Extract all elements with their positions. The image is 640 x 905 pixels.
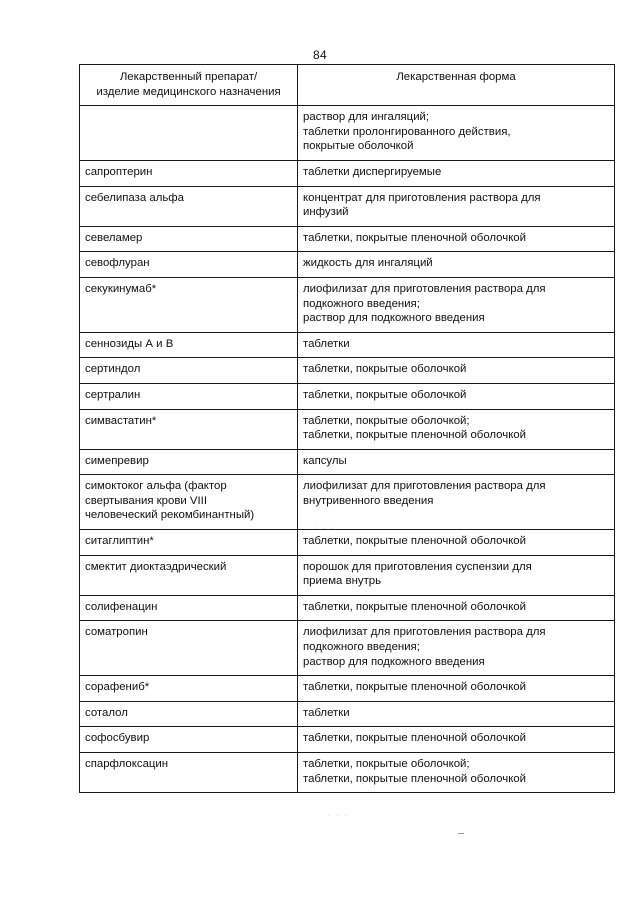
table-row (80, 383, 615, 409)
scan-artifact: · · · (328, 812, 349, 819)
table-row (80, 727, 615, 753)
table-row (80, 332, 615, 358)
drug-name-cell: солифенацин (80, 595, 298, 621)
scan-artifact: · · · (315, 525, 336, 532)
drug-name-cell: соталол (80, 701, 298, 727)
drug-name-cell: сертралин (80, 383, 298, 409)
dosage-form-cell: лиофилизат для приготовления раствора для подкожного введения; раствор для подкожного введения (298, 277, 615, 332)
drug-name-cell: ситаглиптин* (80, 530, 298, 556)
dosage-form-cell: таблетки, покрытые пленочной оболочкой (298, 226, 615, 252)
table-row (80, 449, 615, 475)
drug-name-cell: спарфлоксацин (80, 753, 298, 793)
drug-name-cell (80, 106, 298, 161)
table-row (80, 160, 615, 186)
dosage-form-cell: порошок для приготовления суспензии для приема внутрь (298, 555, 615, 595)
table-row (80, 252, 615, 278)
dosage-form-cell: таблетки, покрытые оболочкой; таблетки, покрытые пленочной оболочкой (298, 753, 615, 793)
table-row (80, 595, 615, 621)
drug-name-cell: симвастатин* (80, 409, 298, 449)
drug-form-table (79, 64, 615, 793)
drug-name-cell: смектит диоктаэдрический (80, 555, 298, 595)
dosage-form-cell: лиофилизат для приготовления раствора для внутривенного введения (298, 475, 615, 530)
header-drug: Лекарственный препарат/ изделие медицинского назначения (80, 65, 298, 106)
drug-name-cell: софосбувир (80, 727, 298, 753)
drug-name-cell: себелипаза альфа (80, 186, 298, 226)
scan-artifact (458, 833, 464, 834)
table-header (80, 65, 615, 106)
dosage-form-cell: раствор для ингаляций; таблетки пролонгированного действия, покрытые оболочкой (298, 106, 615, 161)
drug-name-cell: секукинумаб* (80, 277, 298, 332)
dosage-form-cell: таблетки, покрытые оболочкой (298, 383, 615, 409)
table-row (80, 753, 615, 793)
table-row (80, 530, 615, 556)
dosage-form-cell: таблетки, покрытые оболочкой (298, 358, 615, 384)
dosage-form-cell: таблетки, покрытые пленочной оболочкой (298, 676, 615, 702)
dosage-form-cell: таблетки, покрытые пленочной оболочкой (298, 530, 615, 556)
table-row (80, 409, 615, 449)
dosage-form-cell: концентрат для приготовления раствора для инфузий (298, 186, 615, 226)
dosage-form-cell: таблетки, покрытые оболочкой; таблетки, покрытые пленочной оболочкой (298, 409, 615, 449)
table-row (80, 106, 615, 161)
table-row (80, 621, 615, 676)
table-row (80, 277, 615, 332)
drug-name-cell: сеннозиды А и В (80, 332, 298, 358)
page-number: 84 (313, 48, 327, 62)
drug-name-cell: симоктоког альфа (фактор свертывания крови VIII человеческий рекомбинантный) (80, 475, 298, 530)
table-row (80, 358, 615, 384)
dosage-form-cell: лиофилизат для приготовления раствора для подкожного введения; раствор для подкожного введения (298, 621, 615, 676)
drug-name-cell: симепревир (80, 449, 298, 475)
dosage-form-cell: таблетки, покрытые пленочной оболочкой (298, 595, 615, 621)
header-row (80, 65, 615, 106)
dosage-form-cell: жидкость для ингаляций (298, 252, 615, 278)
drug-name-cell: сорафениб* (80, 676, 298, 702)
table-row (80, 701, 615, 727)
drug-name-cell: сертиндол (80, 358, 298, 384)
dosage-form-cell: таблетки (298, 701, 615, 727)
drug-name-cell: севофлуран (80, 252, 298, 278)
table-row (80, 555, 615, 595)
table-row (80, 676, 615, 702)
drug-name-cell: севеламер (80, 226, 298, 252)
table-row (80, 475, 615, 530)
table-row (80, 226, 615, 252)
table-body (80, 106, 615, 793)
dosage-form-cell: таблетки, покрытые пленочной оболочкой (298, 727, 615, 753)
header-form: Лекарственная форма (298, 65, 615, 106)
drug-name-cell: сапроптерин (80, 160, 298, 186)
table-row (80, 186, 615, 226)
dosage-form-cell: капсулы (298, 449, 615, 475)
drug-name-cell: соматропин (80, 621, 298, 676)
dosage-form-cell: таблетки (298, 332, 615, 358)
dosage-form-cell: таблетки диспергируемые (298, 160, 615, 186)
